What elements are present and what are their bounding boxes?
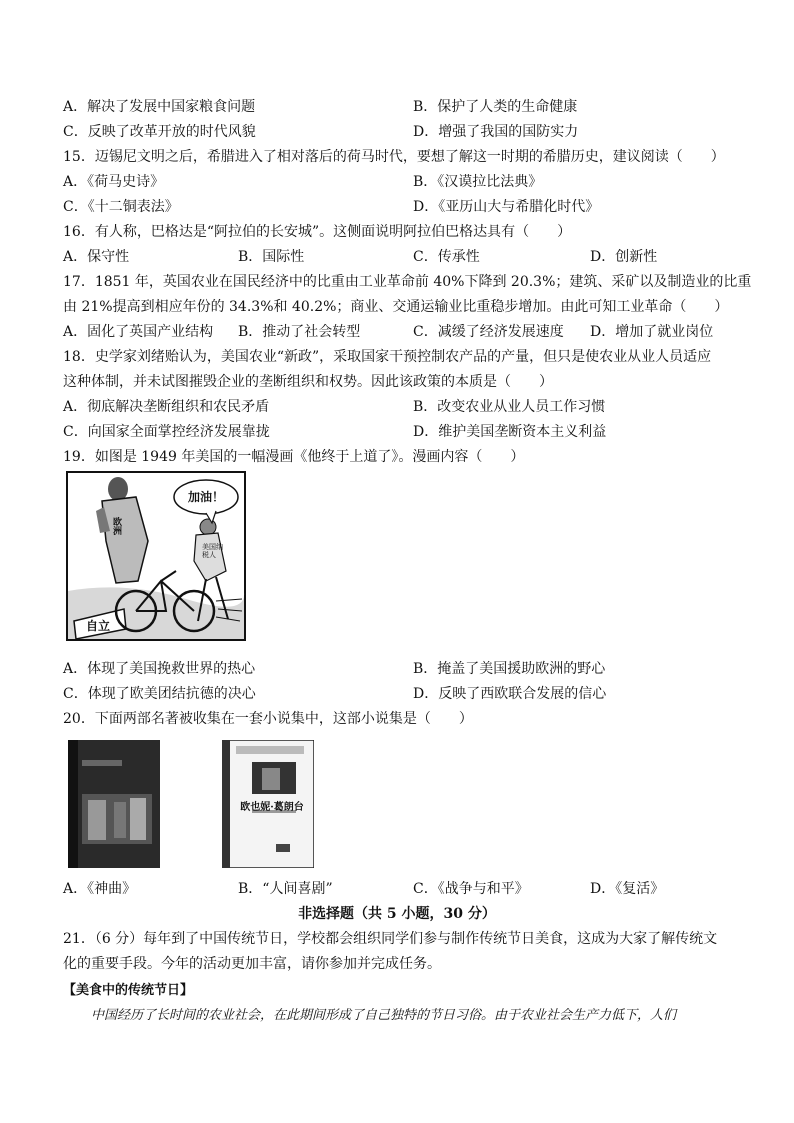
q18-option-c: C．向国家全面掌控经济发展靠拢 [63, 424, 270, 440]
q17-stem-line2: 由 21%提高到相应年份的 34.3%和 40.2%；商业、交通运输业比重稳步增加。由此可知工业革命（ ） [63, 299, 729, 315]
q18-option-b: B．改变农业从业人员工作习惯 [413, 399, 606, 415]
q20-option-d: D．《复活》 [590, 881, 665, 897]
q14-option-b: B．保护了人类的生命健康 [413, 99, 578, 115]
q18-stem-line1: 18．史学家刘绪贻认为，美国农业“新政”，采取国家干预控制农产品的产量，但只是使农业从业人员适应 [63, 349, 712, 365]
cartoon-bubble-text: 加油！ [187, 490, 224, 504]
q14-option-a: A．解决了发展中国家粮食问题 [63, 99, 256, 115]
q16-option-b: B．国际性 [238, 249, 305, 265]
q19-option-c: C．体现了欧美团结抗德的决心 [63, 686, 256, 702]
q18-stem-line2: 这种体制，并未试图摧毁企业的垄断组织和权势。因此该政策的本质是（ ） [63, 374, 553, 390]
q21-section-label: 【美食中的传统节日】 [63, 983, 194, 998]
q16-option-a: A．保守性 [63, 249, 130, 265]
book-cover-2 [222, 740, 314, 868]
q14-option-c: C．反映了改革开放的时代风貌 [63, 124, 256, 140]
q16-stem: 16．有人称，巴格达是“阿拉伯的长安城”。这侧面说明阿拉伯巴格达具有（ ） [63, 224, 572, 240]
q20-option-b: B．“人间喜剧” [238, 881, 333, 897]
cartoon-label-taxpayer: 美国纳税人 [202, 543, 223, 559]
q19-option-d: D．反映了西欧联合发展的信心 [413, 686, 607, 702]
book-2-title: 欧也妮·葛朗台 [240, 802, 304, 813]
q20-option-a: A．《神曲》 [63, 881, 137, 897]
q17-option-b: B．推动了社会转型 [238, 324, 361, 340]
q20-option-c: C．《战争与和平》 [413, 881, 529, 897]
q15-option-c: C．《十二铜表法》 [63, 199, 179, 215]
q14-option-d: D．增强了我国的国防实力 [413, 124, 579, 140]
q20-stem: 20．下面两部名著被收集在一套小说集中，这部小说集是（ ） [63, 711, 473, 727]
q16-option-d: D．创新性 [590, 249, 658, 265]
q16-option-c: C．传承性 [413, 249, 480, 265]
q15-option-d: D．《亚历山大与希腊化时代》 [413, 199, 600, 215]
cartoon-sign-text: 自立 [86, 619, 111, 633]
q21-stem-line2: 化的重要手段。今年的活动更加丰富，请你参加并完成任务。 [63, 956, 441, 972]
q15-option-a: A．《荷马史诗》 [63, 174, 165, 190]
q19-option-a: A．体现了美国挽救世界的热心 [63, 661, 256, 677]
q21-stem-line1: 21．（6 分）每年到了中国传统节日，学校都会组织同学们参与制作传统节日美食，这成为大家了解传统文 [63, 931, 718, 947]
q15-stem: 15．迈锡尼文明之后，希腊进入了相对落后的荷马时代，要想了解这一时期的希腊历史，建议阅读（ ） [63, 149, 725, 165]
q17-stem-line1: 17．1851 年，英国农业在国民经济中的比重由工业革命前 40%下降到 20.3%；建筑、采矿以及制造业的比重 [63, 274, 752, 290]
q17-option-c: C．减缓了经济发展速度 [413, 324, 564, 340]
cartoon-image [66, 471, 246, 641]
q19-stem: 19．如图是 1949 年美国的一幅漫画《他终于上道了》。漫画内容（ ） [63, 449, 525, 465]
q15-option-b: B．《汉谟拉比法典》 [413, 174, 543, 190]
q18-option-d: D．维护美国垄断资本主义利益 [413, 424, 607, 440]
q17-option-d: D．增加了就业岗位 [590, 324, 714, 340]
book-cover-1 [68, 740, 160, 868]
q21-paragraph: 中国经历了长时间的农业社会，在此期间形成了自己独特的节日习俗。由于农业社会生产力低下，人们 [91, 1008, 677, 1023]
section-title: 非选择题（共 5 小题，30 分） [298, 906, 496, 922]
q19-option-b: B．掩盖了美国援助欧洲的野心 [413, 661, 606, 677]
q18-option-a: A．彻底解决垄断组织和农民矛盾 [63, 399, 270, 415]
cartoon-label-europe: 欧洲 [111, 517, 121, 535]
q17-option-a: A．固化了英国产业结构 [63, 324, 214, 340]
